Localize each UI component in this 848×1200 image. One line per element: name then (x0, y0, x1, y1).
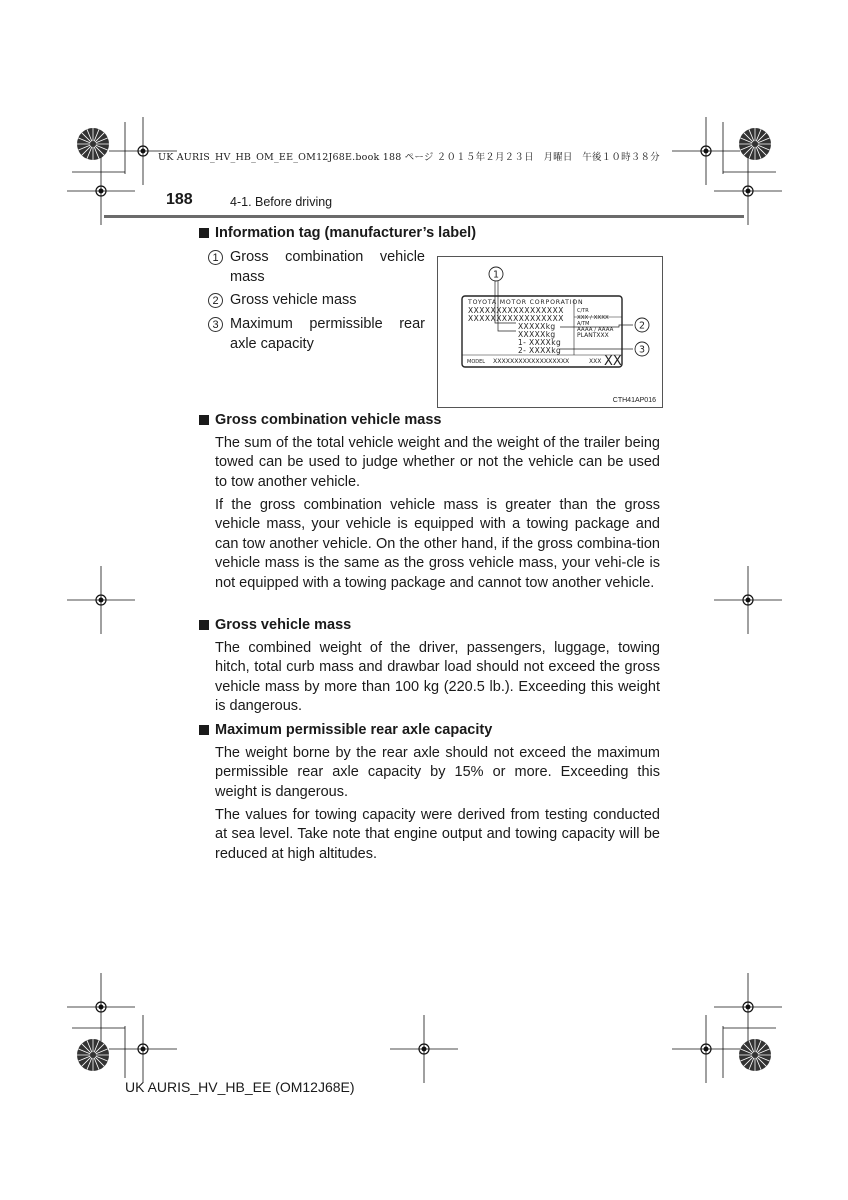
number-circle-icon: 1 (208, 250, 223, 265)
paragraph: The combined weight of the driver, passengers, luggage, towing hitch, total curb mass and drawbar load should not exceed the gross vehicle mass by more than 100 kg (220.5 lb.). Exceeding this weight is dangerous. (215, 640, 660, 715)
callout-1-number: 1 (492, 269, 500, 281)
section-title: 4-1. Before driving (230, 195, 333, 209)
section-heading-text: Gross combination vehicle mass (215, 412, 442, 428)
label-ctr: C/TR (577, 308, 589, 314)
label-code-large: XX (604, 354, 622, 369)
registration-mark-top-right (672, 117, 782, 225)
list-item (208, 315, 425, 354)
label-illustration (437, 256, 663, 408)
label-plant: PLANTXXX (577, 332, 609, 339)
square-bullet-icon (199, 228, 209, 238)
registration-mark-right (714, 566, 782, 634)
number-circle-icon: 3 (208, 317, 223, 332)
paragraph: The values for towing capacity were derived from testing conducted at sea level. Take note that engine output and towing capacity will be reduced at high altitudes. (215, 807, 660, 862)
label-model-label: MODEL (467, 359, 486, 365)
list-item (208, 248, 425, 287)
section-heading (199, 722, 492, 738)
label-axle-1: 1- XXXXkg (518, 338, 562, 347)
square-bullet-icon (199, 725, 209, 735)
label-model-value: XXXXXXXXXXXXXXXXXX (493, 358, 570, 365)
registration-mark-bottom-right (672, 973, 782, 1083)
section-heading-text: Gross vehicle mass (215, 617, 352, 633)
registration-mark-bottom-left (67, 973, 177, 1083)
label-kg-2: XXXXXkg (518, 330, 556, 339)
label-atm: A/TM (577, 321, 590, 327)
label-atm-value: AAAA / AAAA (577, 327, 614, 333)
footer-text: UK AURIS_HV_HB_EE (OM12J68E) (125, 1079, 355, 1095)
label-kg-1: XXXXXkg (518, 322, 556, 331)
label-ctr-value: XXX / XXXX (577, 315, 609, 321)
section-heading-text: Maximum permissible rear axle capacity (215, 722, 493, 738)
figure-code: CTH41AP016 (612, 397, 656, 404)
registration-mark-bottom-center (390, 1015, 458, 1083)
callout-3-number: 3 (638, 344, 646, 356)
paragraph: The weight borne by the rear axle should not exceed the maximum permissible rear axle capacity by 15% or more. Exceeding this weight is dangerous. (215, 745, 660, 800)
label-row-1: XXXXXXXXXXXXXXXXX (468, 306, 564, 315)
label-code-small: XXX (589, 358, 602, 365)
label-axle-2: 2- XXXXkg (518, 346, 562, 355)
label-maker: TOYOTA MOTOR CORPORATION (468, 299, 584, 306)
square-bullet-icon (199, 415, 209, 425)
label-illustration-svg (438, 257, 662, 407)
page-number: 188 (166, 191, 193, 208)
registration-mark-left (67, 566, 135, 634)
info-tag-heading-text: Information tag (manufacturer’s label) (215, 225, 477, 241)
list-item-text: Gross vehicle mass (230, 292, 357, 308)
list-item-text: Gross combination vehicle mass (230, 249, 425, 285)
info-tag-heading (199, 225, 476, 241)
header-rule (104, 215, 744, 218)
section-heading (199, 412, 441, 428)
label-row-2: XXXXXXXXXXXXXXXXX (468, 314, 564, 323)
callout-2-number: 2 (638, 320, 646, 332)
paragraph: If the gross combination vehicle mass is greater than the gross vehicle mass, your vehicle is equipped with a towing package and can tow another vehicle. On the other hand, if the gross combina-tion vehicle mass is the same as the gross vehicle mass, your vehi-cle is not equipped with a towing package and cannot tow another vehicle. (215, 497, 660, 591)
paragraph: The sum of the total vehicle weight and the weight of the trailer being towed can be used to judge whether or not the vehicle can be used to tow another vehicle. (215, 435, 660, 490)
list-item-text: Maximum permissible rear axle capacity (230, 316, 425, 352)
number-circle-icon: 2 (208, 293, 223, 308)
square-bullet-icon (199, 620, 209, 630)
print-header-line: UK AURIS_HV_HB_OM_EE_OM12J68E.book 188 ページ ２０１５年２月２３日 月曜日 午後１０時３８分 (158, 152, 660, 163)
section-heading (199, 617, 351, 633)
list-item (208, 291, 425, 311)
registration-mark-top-left (67, 117, 177, 225)
